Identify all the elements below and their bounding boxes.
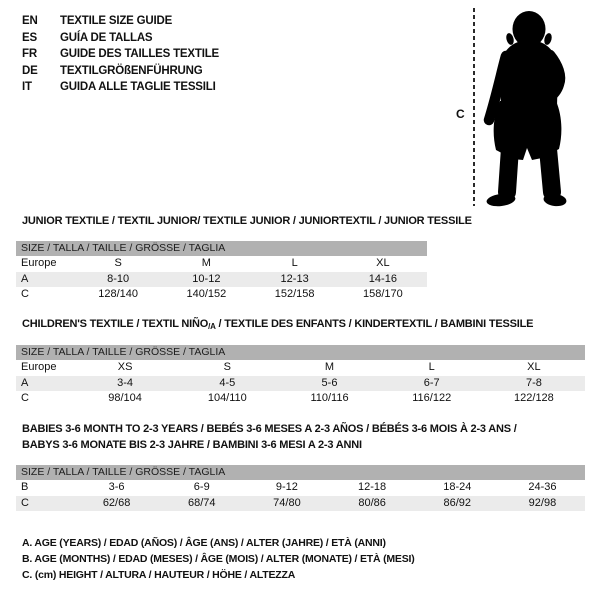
height-cell: 140/152 (186, 288, 227, 300)
height-cell: 128/140 (98, 288, 138, 300)
language-code: ES (22, 31, 37, 44)
height-cell: 152/158 (274, 288, 315, 300)
babies-table (16, 465, 585, 511)
language-title: GUIDA ALLE TAGLIE TESSILI (60, 81, 216, 93)
language-row-de (22, 63, 219, 80)
size-cell: XL (376, 257, 390, 269)
height-measure-line (473, 8, 475, 206)
language-row-es (22, 30, 219, 47)
age-cell: 12-13 (280, 272, 309, 285)
language-title: TEXTILGRÖßENFÜHRUNG (60, 64, 203, 77)
language-row-en (22, 13, 219, 30)
age-cell: 6-7 (423, 376, 440, 389)
language-title: GUÍA DE TALLAS (60, 31, 153, 44)
size-cell: M (201, 257, 211, 269)
language-row-fr (22, 46, 219, 63)
height-cell: 158/170 (362, 288, 403, 300)
age-cell: 3-4 (117, 376, 134, 389)
children-title-subscript: /A (208, 322, 216, 331)
height-cell: 122/128 (514, 392, 554, 404)
height-cell: 80/86 (358, 496, 386, 509)
table-row-age-months (16, 480, 585, 496)
children-title-part: / TEXTILE DES ENFANTS / KINDERTEXTIL / BAMBINI TESSILE (215, 318, 534, 330)
children-table-title (22, 318, 533, 331)
junior-table-title: JUNIOR TEXTILE / TEXTIL JUNIOR/ TEXTILE JUNIOR / JUNIORTEXTIL / JUNIOR TESSILE (22, 215, 472, 227)
language-code: EN (22, 15, 38, 27)
table-row-height (16, 287, 427, 303)
table-row-age (16, 376, 585, 392)
height-cell: 86/92 (443, 496, 472, 509)
row-label: B (21, 481, 29, 493)
age-cell: 4-5 (219, 376, 236, 389)
row-label: C (21, 496, 29, 509)
table-row-europe (16, 360, 585, 376)
footnotes (22, 535, 415, 583)
height-cell: 68/74 (187, 496, 216, 509)
size-cell: XL (527, 361, 541, 373)
height-measure-label: C (456, 107, 465, 121)
language-code: FR (22, 48, 37, 60)
size-cell: S (114, 257, 122, 269)
children-title-part: CHILDREN'S TEXTILE / TEXTIL NIÑO (22, 318, 209, 330)
footnote-a: A. AGE (YEARS) / EDAD (AÑOS) / ÂGE (ANS) / ALTER (JAHRE) / ETÀ (ANNI) (22, 537, 386, 549)
row-label: A (21, 376, 29, 389)
size-cell: L (291, 257, 298, 269)
language-title: GUIDE DES TAILLES TEXTILE (60, 48, 219, 60)
height-cell: 116/122 (412, 392, 452, 404)
footnote-c: C. (cm) HEIGHT / ALTURA / HAUTEUR / HÖHE / ALTEZZA (22, 569, 296, 581)
height-cell: 110/116 (310, 392, 349, 404)
babies-table-title (22, 422, 582, 453)
age-cell: 7-8 (525, 376, 542, 389)
size-cell: XS (117, 361, 133, 373)
babies-title-line: BABYS 3-6 MONATE BIS 2-3 JAHRE / BAMBINI 3-6 MESI A 2-3 ANNI (22, 438, 362, 451)
row-label: C (21, 288, 29, 300)
age-cell: 10-12 (192, 272, 221, 285)
babies-title-line: BABIES 3-6 MONTH TO 2-3 YEARS / BEBÉS 3-6 MESES A 2-3 AÑOS / BÉBÉS 3-6 MOIS À 2-3 ANS / (22, 423, 517, 435)
size-cell: M (324, 361, 335, 373)
language-code: DE (22, 64, 38, 77)
age-cell: 5-6 (321, 376, 338, 389)
language-row-it (22, 79, 219, 96)
age-cell: 3-6 (108, 481, 125, 493)
children-table (16, 345, 585, 407)
language-list (22, 13, 219, 96)
size-header-bar: SIZE / TALLA / TAILLE / GRÖSSE / TAGLIA (16, 241, 427, 256)
age-cell: 6-9 (193, 481, 210, 493)
footnote-b: B. AGE (MONTHS) / EDAD (MESES) / ÂGE (MOIS) / ALTER (MONATE) / ETÀ (MESI) (22, 553, 415, 565)
table-row-height (16, 496, 585, 512)
junior-table (16, 241, 427, 303)
table-row-europe (16, 256, 427, 272)
size-cell: S (223, 361, 231, 373)
row-label: Europe (21, 257, 57, 269)
height-cell: 104/110 (207, 392, 247, 404)
size-header-bar: SIZE / TALLA / TAILLE / GRÖSSE / TAGLIA (16, 465, 585, 480)
height-cell: 92/98 (528, 496, 557, 509)
toddler-silhouette-icon (480, 6, 575, 208)
row-label: C (21, 392, 29, 404)
age-cell: 9-12 (275, 481, 298, 493)
language-code: IT (22, 81, 32, 93)
age-cell: 14-16 (368, 272, 397, 285)
age-cell: 12-18 (358, 481, 387, 493)
size-cell: L (428, 361, 435, 373)
age-cell: 24-36 (528, 481, 557, 493)
table-row-height (16, 391, 585, 407)
age-cell: 18-24 (443, 481, 472, 493)
row-label: A (21, 272, 29, 285)
row-label: Europe (21, 361, 57, 373)
height-cell: 74/80 (273, 496, 301, 509)
table-row-age (16, 272, 427, 288)
height-cell: 98/104 (108, 392, 142, 404)
language-title: TEXTILE SIZE GUIDE (60, 15, 173, 27)
size-header-bar: SIZE / TALLA / TAILLE / GRÖSSE / TAGLIA (16, 345, 585, 360)
age-cell: 8-10 (107, 272, 130, 285)
height-cell: 62/68 (102, 496, 131, 509)
